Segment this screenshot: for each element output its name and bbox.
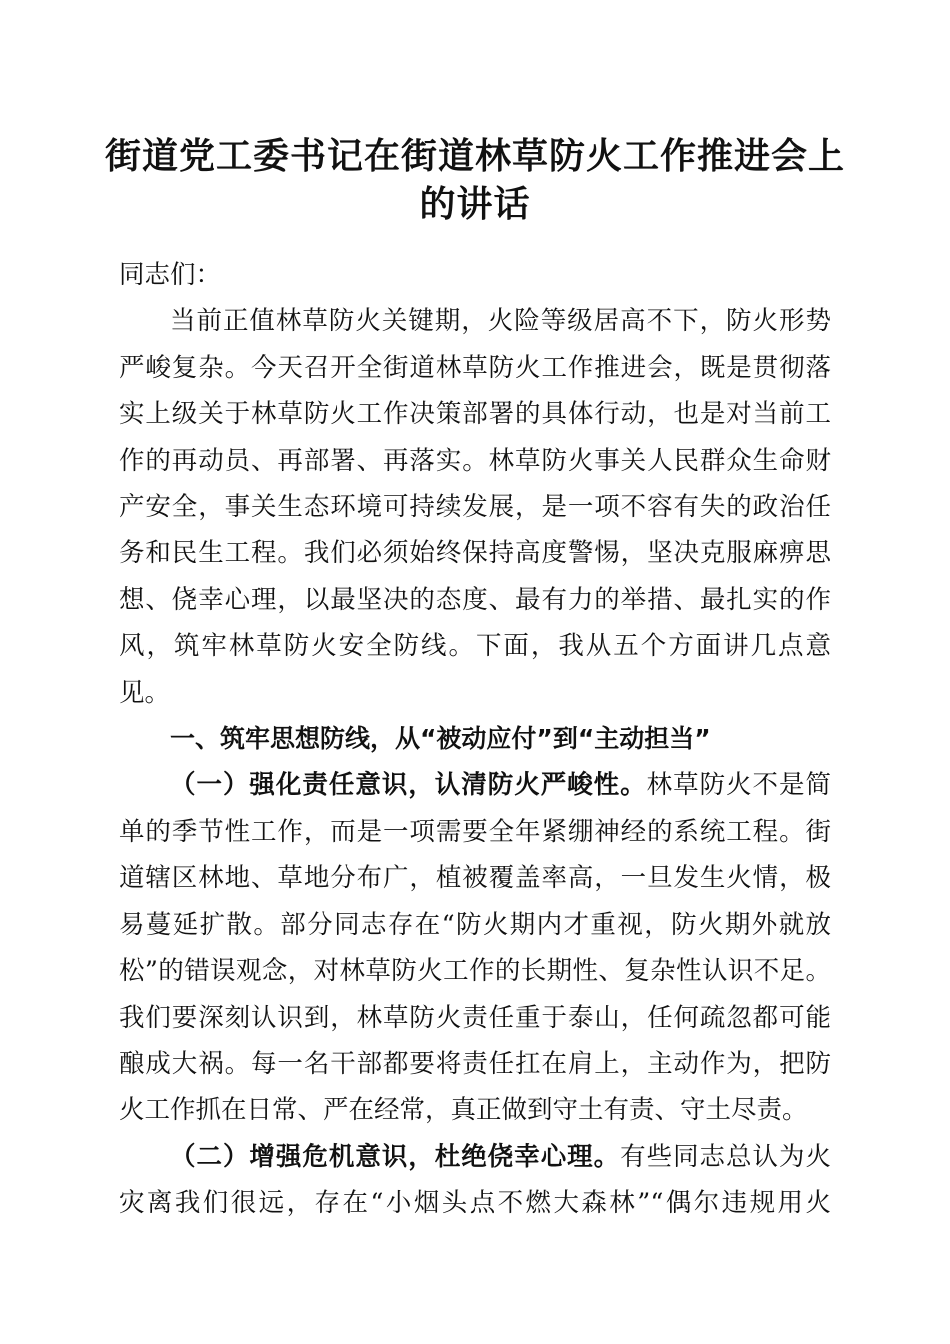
paragraph-line: 火工作抓在日常、严在经常，真正做到守土有责、守土尽责。 [119,1095,808,1126]
paragraph-line: 酿成大祸。每一名干部都要将责任扛在肩上，主动作为，把防 [119,1048,831,1079]
paragraph-line: 易蔓延扩散。部分同志存在“防火期内才重视，防火期外就放 [119,909,831,940]
subsection-paragraph-1 [119,762,831,1133]
intro-paragraph [119,298,831,716]
intro-line: 作的再动员、再部署、再落实。林草防火事关人民群众生命财 [119,445,831,476]
intro-line: 想、侥幸心理，以最坚决的态度、最有力的举措、最扎实的作 [119,584,831,615]
paragraph-line: 道辖区林地、草地分布广，植被覆盖率高，一旦发生火情，极 [119,863,831,894]
intro-line: 当前正值林草防火关键期，火险等级居高不下，防火形势 [170,306,831,337]
section-heading-1: 一、筑牢思想防线，从“被动应付”到“主动担当” [170,724,711,754]
subsection-lead-1: （一）强化责任意识，认清防火严峻性。 [170,770,647,801]
paragraph-line: 我们要深刻认识到，林草防火责任重于泰山，任何疏忽都可能 [119,1002,831,1033]
title-line-2: 的讲话 [419,184,531,225]
salutation: 同志们： [119,260,222,290]
document-body [119,252,831,1227]
subsection-paragraph-2 [119,1134,831,1227]
paragraph-text: 有些同志总认为火 [620,1141,831,1172]
intro-line: 风，筑牢林草防火安全防线。下面，我从五个方面讲几点意见。 [119,631,831,708]
intro-line: 产安全，事关生态环境可持续发展，是一项不容有失的政治任 [119,492,831,523]
paragraph-line: 单的季节性工作，而是一项需要全年紧绷神经的系统工程。街 [119,816,831,847]
paragraph-text: 林草防火不是简 [646,770,831,801]
document-title [100,133,850,229]
paragraph-line: 松”的错误观念，对林草防火工作的长期性、复杂性认识不足。 [119,956,831,987]
intro-line: 严峻复杂。今天召开全街道林草防火工作推进会，既是贯彻落 [119,352,831,383]
title-line-1: 街道党工委书记在街道林草防火工作推进会上 [104,136,845,177]
paragraph-line: 灾离我们很远，存在“小烟头点不燃大森林”“偶尔违规用火 [119,1188,831,1219]
intro-line: 务和民生工程。我们必须始终保持高度警惕，坚决克服麻痹思 [119,538,831,569]
intro-line: 实上级关于林草防火工作决策部署的具体行动，也是对当前工 [119,399,831,430]
subsection-lead-2: （二）增强危机意识，杜绝侥幸心理。 [170,1141,621,1172]
